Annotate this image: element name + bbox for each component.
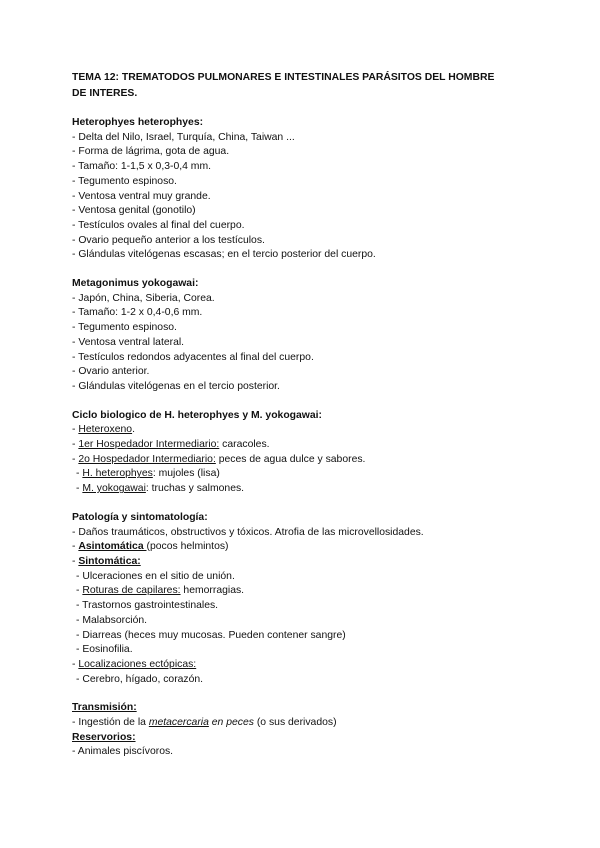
patologia-subitem: - Diarreas (heces muy mucosas. Pueden contener sangre) — [76, 629, 346, 641]
patologia-subitem: - Cerebro, hígado, corazón. — [76, 673, 204, 685]
metagonimus-item: - Ovario anterior. — [72, 366, 150, 378]
ciclo-term: 1er Hospedador Intermediario: — [78, 439, 220, 451]
patologia-item: - Localizaciones ectópicas: — [72, 658, 197, 670]
patologia-item: - Daños traumáticos, obstructivos y tóxicos. Atrofia de las microvellosidades. — [72, 526, 424, 538]
heterophyes-item: - Delta del Nilo, Israel, Turquía, China, Taiwan ... — [72, 131, 295, 143]
metagonimus-item: - Glándulas vitelógenas en el tercio posterior. — [72, 380, 280, 392]
ciclo-term: Heteroxeno — [78, 424, 133, 436]
document-page — [72, 70, 542, 760]
patologia-subitem: - Ulceraciones en el sitio de unión. — [76, 570, 235, 582]
ciclo-term: 2o Hospedador Intermediario: — [78, 453, 216, 465]
ciclo-item: - 2o Hospedador Intermediario: peces de agua dulce y sabores. — [72, 453, 366, 465]
metagonimus-item: - Ventosa ventral lateral. — [72, 336, 185, 348]
section-patologia — [72, 511, 542, 687]
metagonimus-item: - Testículos redondos adyacentes al final del cuerpo. — [72, 351, 314, 363]
metagonimus-item: - Tamaño: 1-2 x 0,4-0,6 mm. — [72, 307, 203, 319]
transmision-item: - Ingestión de la metacercaria en peces (o sus derivados) — [72, 717, 337, 729]
title-line-1: TEMA 12: TREMATODOS PULMONARES E INTESTINALES PARÁSITOS DEL HOMBRE — [72, 72, 495, 83]
patologia-subitem: - Malabsorción. — [76, 614, 148, 626]
metagonimus-heading: Metagonimus yokogawai: — [72, 278, 199, 290]
reservorios-item: - Animales piscívoros. — [72, 746, 174, 758]
patologia-item: - Asintomática (pocos helmintos) — [72, 541, 229, 553]
metagonimus-item: - Tegumento espinoso. — [72, 322, 177, 334]
patologia-subitem: - Eosinofilia. — [76, 644, 133, 656]
patologia-subitem: - Roturas de capilares: hemorragias. — [76, 585, 245, 597]
patologia-heading: Patología y sintomatología: — [72, 511, 208, 523]
transmision-heading: Transmisión: — [72, 702, 137, 714]
ciclo-term: M. yokogawai — [82, 483, 146, 495]
heterophyes-item: - Ovario pequeño anterior a los testículos. — [72, 234, 265, 246]
transmision-term: metacercaria — [148, 717, 209, 729]
ciclo-subitem: - H. heterophyes: mujoles (lisa) — [76, 468, 220, 480]
heterophyes-item: - Ventosa ventral muy grande. — [72, 190, 211, 202]
ciclo-subitem: - M. yokogawai: truchas y salmones. — [76, 483, 245, 495]
section-transmision — [72, 701, 542, 730]
patologia-term: Roturas de capilares: — [82, 585, 181, 597]
patologia-term: Sintomática: — [78, 555, 141, 567]
ciclo-item: - 1er Hospedador Intermediario: caracoles. — [72, 439, 270, 451]
ciclo-term: H. heterophyes — [82, 468, 153, 480]
heterophyes-item: - Tamaño: 1-1,5 x 0,3-0,4 mm. — [72, 161, 211, 173]
patologia-subitem: - Trastornos gastrointestinales. — [76, 600, 219, 612]
heterophyes-item: - Forma de lágrima, gota de agua. — [72, 146, 230, 158]
ciclo-item: - Heteroxeno. — [72, 424, 135, 436]
metagonimus-item: - Japón, China, Siberia, Corea. — [72, 292, 215, 304]
title-line-2: DE INTERES. — [72, 88, 138, 99]
heterophyes-item: - Glándulas vitelógenas escasas; en el tercio posterior del cuerpo. — [72, 249, 376, 261]
patologia-item: - Sintomática: — [72, 555, 141, 567]
section-ciclo — [72, 409, 542, 497]
document-title — [72, 70, 542, 102]
patologia-term: Localizaciones ectópicas: — [78, 658, 197, 670]
section-metagonimus — [72, 277, 542, 395]
reservorios-heading: Reservorios: — [72, 731, 136, 743]
heterophyes-item: - Testículos ovales al final del cuerpo. — [72, 219, 245, 231]
ciclo-heading: Ciclo biologico de H. heterophyes y M. yokogawai: — [72, 409, 322, 421]
heterophyes-item: - Ventosa genital (gonotilo) — [72, 205, 196, 217]
section-reservorios — [72, 731, 542, 760]
section-heterophyes — [72, 116, 542, 263]
heterophyes-item: - Tegumento espinoso. — [72, 175, 177, 187]
patologia-term: Asintomática — [78, 541, 147, 553]
heterophyes-heading: Heterophyes heterophyes: — [72, 117, 204, 128]
